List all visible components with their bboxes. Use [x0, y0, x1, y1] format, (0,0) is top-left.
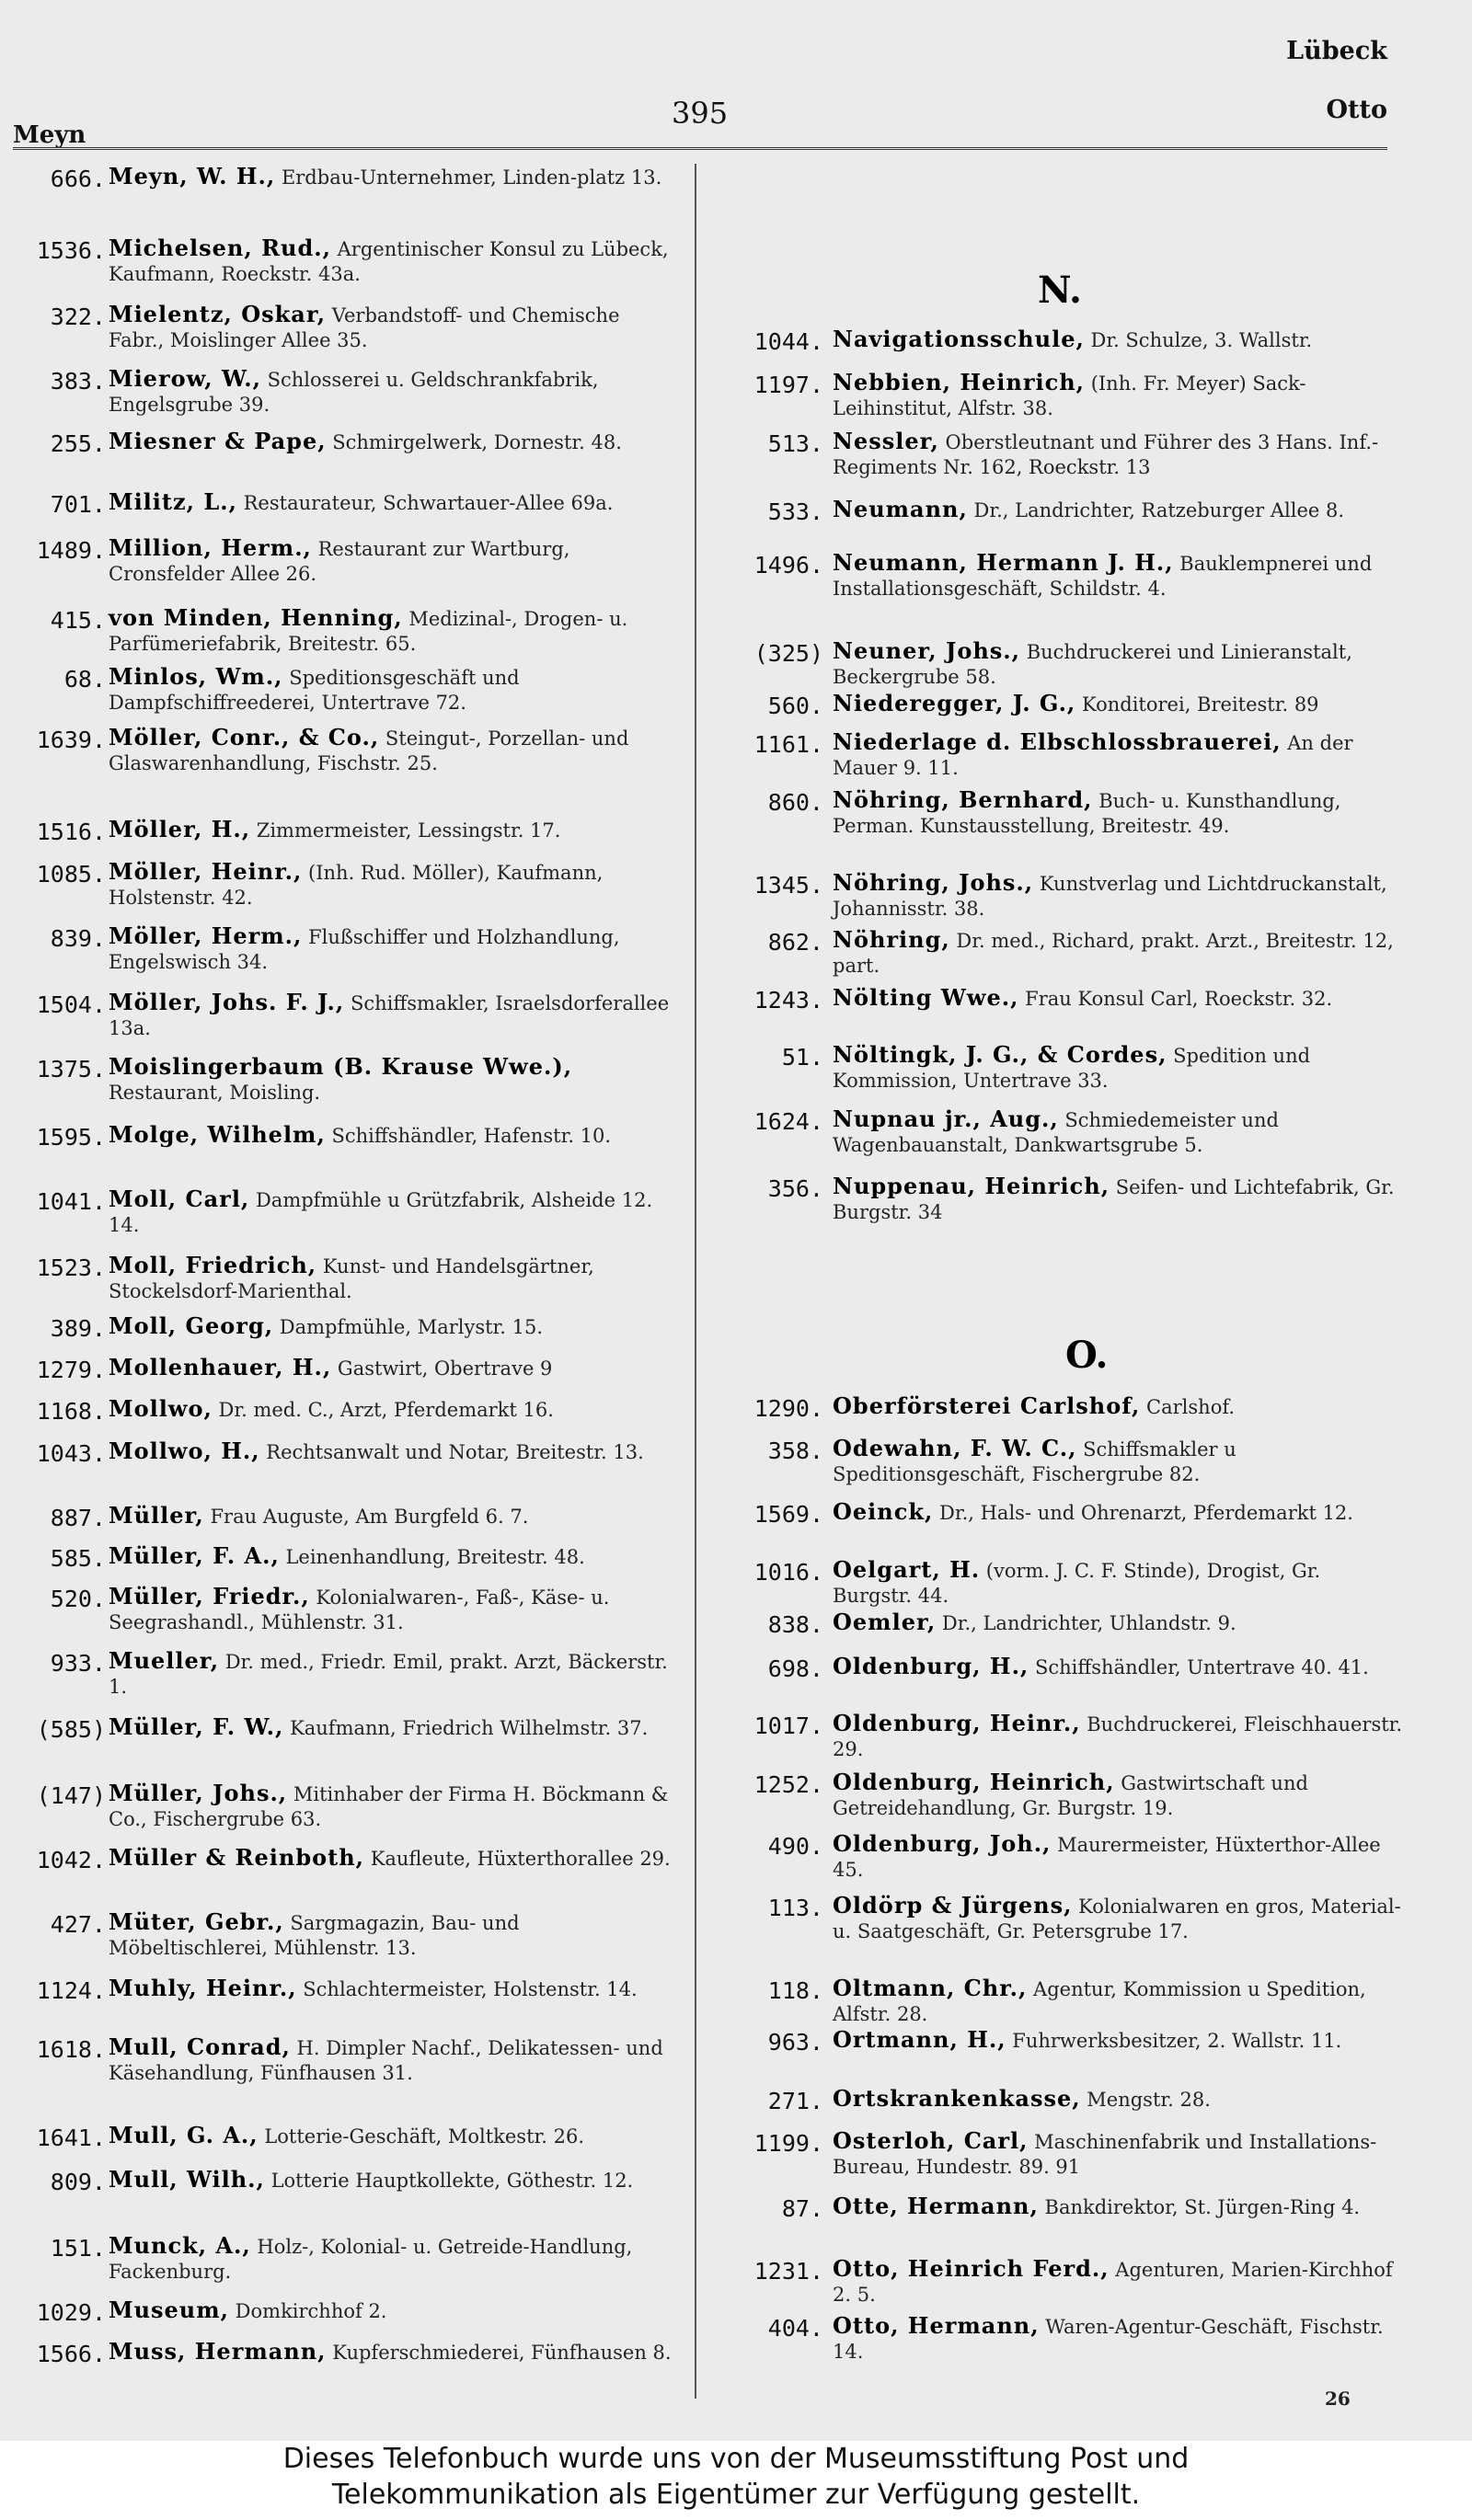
phone-number: 427.: [50, 1911, 106, 1938]
subscriber-name: Muhly, Heinr.,: [109, 1975, 297, 2001]
subscriber-name: Ortmann, H.,: [833, 2026, 1006, 2053]
subscriber-name: Mull, Conrad,: [109, 2033, 291, 2060]
phone-number: 255.: [50, 430, 106, 457]
subscriber-details: Maurermeister, Hüxterthor-Allee 45.: [833, 1834, 1381, 1881]
entry-text: [833, 1106, 1403, 1158]
subscriber-details: Spedition und Kommission, Untertrave 33.: [833, 1045, 1311, 1092]
subscriber-details: Restaurant zur Wartburg, Cronsfelder Allee 26.: [109, 538, 570, 585]
subscriber-name: Molge, Wilhelm,: [109, 1121, 326, 1148]
subscriber-details: Dr., Hals- und Ohrenarzt, Pferdemarkt 12.: [933, 1502, 1353, 1524]
entry-text: [109, 990, 679, 1041]
phone-number: 1345.: [753, 872, 823, 899]
entry-text: [109, 1503, 679, 1529]
phone-number: 322.: [50, 304, 106, 330]
entry-text: [833, 2027, 1403, 2054]
entry-text: [833, 1174, 1403, 1225]
subscriber-name: Osterloh, Carl,: [833, 2127, 1029, 2154]
phone-number: 1041.: [36, 1188, 106, 1215]
subscriber-name: Nebbien, Heinrich,: [833, 369, 1086, 395]
subscriber-name: Niederegger, J. G.,: [833, 690, 1076, 716]
footer-line-2: Telekommunikation als Eigentümer zur Verfügung gestellt.: [331, 2479, 1141, 2511]
subscriber-name: Mueller,: [109, 1647, 220, 1674]
phone-number: 1496.: [753, 552, 823, 578]
subscriber-name: Mull, Wilh.,: [109, 2166, 265, 2193]
subscriber-name: Meyn, W. H.,: [109, 163, 276, 189]
header-rule: [13, 147, 1387, 150]
phone-number: 1029.: [36, 2299, 106, 2326]
subscriber-name: Oltmann, Chr.,: [833, 1975, 1028, 2001]
subscriber-details: Dampfmühle u Grützfabrik, Alsheide 12. 14.: [109, 1189, 653, 1236]
phone-number: 963.: [767, 2029, 823, 2056]
subscriber-details: Schlosserei u. Geldschrankfabrik, Engelsgrube 39.: [109, 369, 599, 416]
subscriber-name: Mollenhauer, H.,: [109, 1354, 332, 1380]
phone-number: 887.: [50, 1505, 106, 1531]
phone-number: 1489.: [36, 537, 106, 564]
subscriber-name: Müller, F. W.,: [109, 1713, 284, 1740]
subscriber-details: Dr., Landrichter, Ratzeburger Allee 8.: [967, 499, 1345, 521]
entry-text: [833, 1557, 1403, 1609]
entry-text: [109, 1438, 679, 1465]
entry-text: [109, 859, 679, 911]
phone-number: 839.: [50, 925, 106, 952]
entry-text: [109, 1054, 679, 1105]
phone-number: 533.: [767, 498, 823, 525]
subscriber-name: Niederlage d. Elbschlossbrauerei,: [833, 728, 1282, 755]
subscriber-name: Nuppenau, Heinrich,: [833, 1173, 1110, 1199]
phone-number: 1161.: [753, 731, 823, 758]
entry-text: [109, 1648, 679, 1700]
entry-text: [109, 302, 679, 353]
subscriber-details: Schlachtermeister, Holstenstr. 14.: [296, 1978, 638, 2000]
subscriber-details: Holz-, Kolonial- u. Getreide-Handlung, Fackenburg.: [109, 2236, 633, 2283]
phone-number: 490.: [767, 1833, 823, 1860]
subscriber-name: Nupnau jr., Aug.,: [833, 1105, 1059, 1132]
entry-text: [833, 1436, 1403, 1487]
phone-number: 358.: [767, 1438, 823, 1464]
subscriber-name: Otto, Heinrich Ferd.,: [833, 2255, 1110, 2282]
phone-number: 1197.: [753, 372, 823, 398]
subscriber-details: Restaurateur, Schwartauer-Allee 69a.: [236, 492, 614, 514]
subscriber-details: Sargmagazin, Bau- und Möbeltischlerei, Mühlenstr. 13.: [109, 1912, 520, 1959]
subscriber-details: Steingut-, Porzellan- und Glaswarenhandlung, Fischstr. 25.: [109, 727, 629, 774]
entry-text: [833, 2194, 1403, 2220]
entry-text: [833, 326, 1403, 353]
phone-number: 404.: [767, 2315, 823, 2342]
phone-number: 1375.: [36, 1056, 106, 1082]
phone-number: 415.: [50, 607, 106, 634]
subscriber-details: Buch- u. Kunsthandlung, Perman. Kunstausstellung, Breitestr. 49.: [833, 790, 1341, 837]
subscriber-details: Kaufmann, Friedrich Wilhelmstr. 37.: [283, 1717, 649, 1739]
header-left-keyword: Meyn: [13, 121, 86, 149]
footer-line-1: Dieses Telefonbuch wurde uns von der Museumsstiftung Post und: [282, 2443, 1190, 2475]
subscriber-name: Müller, Friedr.,: [109, 1583, 310, 1609]
subscriber-name: Neumann,: [833, 496, 968, 522]
phone-number: 933.: [50, 1650, 106, 1677]
subscriber-details: H. Dimpler Nachf., Delikatessen- und Käsehandlung, Fünfhausen 31.: [109, 2037, 663, 2084]
subscriber-details: (Inh. Fr. Meyer) Sack-Leihinstitut, Alfstr. 38.: [833, 372, 1306, 419]
phone-number: 585.: [50, 1545, 106, 1572]
subscriber-name: Möller, Heinr.,: [109, 858, 303, 885]
phone-number: 1595.: [36, 1124, 106, 1151]
subscriber-name: Möller, Conr., & Co.,: [109, 724, 380, 750]
entry-text: [833, 1976, 1403, 2027]
subscriber-details: Kunstverlag und Lichtdruckanstalt, Johannisstr. 38.: [833, 873, 1387, 920]
entry-text: [109, 429, 679, 455]
subscriber-name: Moll, Friedrich,: [109, 1252, 317, 1278]
subscriber-details: Bauklempnerei und Installationsgeschäft, Schildstr. 4.: [833, 553, 1373, 600]
phone-number: 1624.: [753, 1108, 823, 1135]
entry-text: [833, 927, 1403, 979]
entry-text: [109, 1714, 679, 1741]
entry-text: [833, 1770, 1403, 1821]
subscriber-name: Moislingerbaum (B. Krause Wwe.),: [109, 1053, 573, 1080]
phone-number: 1618.: [36, 2036, 106, 2063]
subscriber-details: Seifen- und Lichtefabrik, Gr. Burgstr. 34: [833, 1176, 1395, 1223]
subscriber-name: Otte, Hermann,: [833, 2193, 1039, 2219]
phone-number: 87.: [781, 2195, 823, 2222]
phone-number: 1044.: [753, 328, 823, 355]
subscriber-name: Nölting Wwe.,: [833, 984, 1019, 1011]
subscriber-name: Mielentz, Oskar,: [109, 301, 327, 327]
entry-text: [833, 985, 1403, 1012]
subscriber-name: Mollwo, H.,: [109, 1438, 260, 1464]
subscriber-details: Dr., Landrichter, Uhlandstr. 9.: [936, 1612, 1236, 1634]
subscriber-name: Mollwo,: [109, 1395, 213, 1422]
entry-text: [109, 923, 679, 975]
phone-number: 356.: [767, 1175, 823, 1202]
phone-number: 1290.: [753, 1395, 823, 1422]
subscriber-details: Gastwirtschaft und Getreidehandlung, Gr. Burgstr. 19.: [833, 1772, 1308, 1819]
subscriber-details: Zimmermeister, Lessingstr. 17.: [250, 819, 561, 842]
subscriber-details: Schiffshändler, Hafenstr. 10.: [325, 1125, 612, 1147]
subscriber-name: Müller,: [109, 1502, 204, 1529]
subscriber-details: (vorm. J. C. F. Stinde), Drogist, Gr. Burgstr. 44.: [833, 1560, 1321, 1607]
subscriber-name: Müller, F. A.,: [109, 1542, 280, 1569]
phone-number: 1252.: [753, 1771, 823, 1798]
subscriber-name: Munck, A.,: [109, 2232, 251, 2259]
subscriber-name: Müter, Gebr.,: [109, 1908, 284, 1935]
phone-number: 520.: [50, 1586, 106, 1612]
subscriber-details: Medizinal-, Drogen- u. Parfümeriefabrik, Breitestr. 65.: [109, 608, 628, 655]
entry-text: [109, 817, 679, 843]
phone-number: 271.: [767, 2088, 823, 2114]
entry-text: [109, 235, 679, 287]
subscriber-name: Militz, L.,: [109, 488, 237, 515]
subscriber-name: Oldenburg, Heinr.,: [833, 1710, 1081, 1736]
subscriber-details: Dr. Schulze, 3. Wallstr.: [1084, 329, 1313, 351]
subscriber-details: Frau Konsul Carl, Roeckstr. 32.: [1018, 988, 1333, 1010]
subscriber-details: Agentur, Kommission u Spedition, Alfstr. 28.: [833, 1978, 1366, 2025]
subscriber-details: Kupferschmiederei, Fünfhausen 8.: [326, 2342, 672, 2364]
subscriber-details: Buchdruckerei, Fleischhauerstr. 29.: [833, 1713, 1403, 1760]
subscriber-details: (Inh. Rud. Möller), Kaufmann, Holstenstr. 42.: [109, 862, 604, 909]
entry-text: [833, 1831, 1403, 1883]
phone-number: 698.: [767, 1655, 823, 1682]
phone-number: 68.: [63, 666, 106, 693]
entry-text: [109, 366, 679, 418]
phone-number: 389.: [50, 1315, 106, 1342]
phone-number: 1641.: [36, 2125, 106, 2151]
subscriber-details: Dr. med., Friedr. Emil, prakt. Arzt, Bäckerstr. 1.: [109, 1651, 668, 1698]
subscriber-name: Oldenburg, Joh.,: [833, 1830, 1052, 1857]
subscriber-details: Waren-Agentur-Geschäft, Fischstr. 14.: [833, 2316, 1384, 2363]
subscriber-name: Museum,: [109, 2297, 229, 2323]
phone-number: 560.: [767, 693, 823, 719]
phone-number: 113.: [767, 1895, 823, 1921]
phone-number: 838.: [767, 1611, 823, 1638]
entry-text: [833, 429, 1403, 480]
entry-text: [109, 489, 679, 516]
entry-text: [109, 1584, 679, 1635]
subscriber-details: Leinenhandlung, Breitestr. 48.: [279, 1546, 585, 1568]
subscriber-name: Miesner & Pape,: [109, 428, 327, 454]
phone-number: 1639.: [36, 727, 106, 753]
section-heading-n: N.: [1038, 269, 1082, 312]
subscriber-details: An der Mauer 9. 11.: [833, 732, 1353, 779]
entry-text: [833, 787, 1403, 839]
subscriber-name: Möller, H.,: [109, 816, 251, 842]
entry-text: [109, 2297, 679, 2324]
entry-text: [833, 2086, 1403, 2113]
subscriber-name: Oldenburg, Heinrich,: [833, 1769, 1115, 1795]
subscriber-name: Neumann, Hermann J. H.,: [833, 549, 1174, 576]
subscriber-details: Mengstr. 28.: [1080, 2089, 1211, 2111]
subscriber-details: Fuhrwerksbesitzer, 2. Wallstr. 11.: [1006, 2030, 1342, 2052]
entry-text: [833, 1042, 1403, 1094]
subscriber-name: Müller & Reinboth,: [109, 1844, 365, 1871]
entry-text: [109, 1186, 679, 1238]
subscriber-details: Dampfmühle, Marlystr. 15.: [273, 1316, 544, 1338]
subscriber-name: Möller, Herm.,: [109, 922, 303, 949]
phone-number: 1199.: [753, 2130, 823, 2157]
entry-text: [109, 1253, 679, 1304]
entry-text: [109, 2167, 679, 2194]
subscriber-details: Schiffsmakler u Speditionsgeschäft, Fischergrube 82.: [833, 1438, 1236, 1485]
subscriber-name: Oelgart, H.: [833, 1556, 981, 1583]
subscriber-name: Müller, Johs.,: [109, 1780, 288, 1806]
entry-text: [109, 725, 679, 776]
header-city: Lübeck: [1286, 37, 1387, 65]
phone-number: 151.: [50, 2235, 106, 2262]
entry-text: [109, 1909, 679, 1961]
phone-number: (585): [36, 1716, 106, 1743]
subscriber-name: Mull, G. A.,: [109, 2122, 259, 2148]
phone-number: 1243.: [753, 987, 823, 1014]
entry-text: [833, 1393, 1403, 1420]
entry-text: [833, 1893, 1403, 1944]
phone-number: 118.: [767, 1977, 823, 2004]
phone-number: 1168.: [36, 1398, 106, 1425]
subscriber-name: Oeinck,: [833, 1498, 934, 1525]
subscriber-details: Dr. med., Richard, prakt. Arzt., Breitestr. 12, part.: [833, 930, 1394, 977]
subscriber-name: Muss, Hermann,: [109, 2338, 327, 2365]
subscriber-details: Schiffshändler, Untertrave 40. 41.: [1029, 1656, 1369, 1678]
entry-text: [109, 664, 679, 716]
phone-number: 862.: [767, 929, 823, 956]
subscriber-details: Schmirgelwerk, Dornestr. 48.: [326, 431, 622, 453]
subscriber-details: Restaurant, Moisling.: [109, 1082, 321, 1104]
entry-text: [833, 497, 1403, 523]
subscriber-details: Argentinischer Konsul zu Lübeck, Kaufmann, Roeckstr. 43a.: [109, 238, 669, 285]
header-right-keyword: Otto: [1326, 96, 1387, 124]
entry-text: [833, 729, 1403, 781]
phone-number: 1516.: [36, 819, 106, 845]
subscriber-name: Oldörp & Jürgens,: [833, 1892, 1073, 1919]
subscriber-name: Oldenburg, H.,: [833, 1653, 1029, 1679]
entry-text: [833, 1654, 1403, 1680]
phone-number: 383.: [50, 368, 106, 395]
page-code: 26: [1325, 2388, 1351, 2410]
subscriber-name: Million, Herm.,: [109, 534, 312, 561]
phone-number: 51.: [781, 1044, 823, 1071]
subscriber-name: Mierow, W.,: [109, 365, 261, 392]
subscriber-details: Schmiedemeister und Wagenbauanstalt, Dankwartsgrube 5.: [833, 1109, 1279, 1156]
subscriber-name: Neuner, Johs.,: [833, 637, 1021, 664]
entry-text: [833, 2256, 1403, 2308]
subscriber-name: Nöltingk, J. G., & Cordes,: [833, 1041, 1167, 1068]
phone-number: 1569.: [753, 1501, 823, 1528]
subscriber-details: Lotterie Hauptkollekte, Göthestr. 12.: [264, 2170, 634, 2192]
entry-text: [833, 370, 1403, 421]
footer-notice: [0, 2441, 1472, 2520]
phone-number: 1279.: [36, 1357, 106, 1383]
entry-text: [833, 2313, 1403, 2365]
phone-number: 1566.: [36, 2341, 106, 2367]
subscriber-details: Kaufleute, Hüxterthorallee 29.: [364, 1848, 671, 1870]
subscriber-details: Frau Auguste, Am Burgfeld 6. 7.: [203, 1506, 529, 1528]
subscriber-name: Nöhring, Bernhard,: [833, 786, 1093, 813]
entry-text: [833, 2128, 1403, 2180]
phone-number: 701.: [50, 491, 106, 518]
subscriber-name: Oemler,: [833, 1609, 937, 1635]
entry-text: [833, 1711, 1403, 1762]
entry-text: [109, 1396, 679, 1423]
subscriber-name: Moll, Carl,: [109, 1186, 250, 1212]
subscriber-details: Schiffsmakler, Israelsdorferallee 13a.: [109, 992, 670, 1039]
subscriber-name: Möller, Johs. F. J.,: [109, 989, 345, 1015]
phone-number: 860.: [767, 789, 823, 816]
subscriber-details: Domkirchhof 2.: [229, 2300, 387, 2322]
phone-number: 1016.: [753, 1559, 823, 1586]
phone-number: 1504.: [36, 991, 106, 1018]
entry-text: [109, 1355, 679, 1381]
subscriber-name: Otto, Hermann,: [833, 2312, 1040, 2339]
subscriber-name: Moll, Georg,: [109, 1312, 274, 1339]
subscriber-name: Ortskrankenkasse,: [833, 2085, 1081, 2112]
phone-number: 1124.: [36, 1977, 106, 2004]
entry-text: [109, 2123, 679, 2149]
subscriber-details: Gastwirt, Obertrave 9: [331, 1357, 553, 1380]
subscriber-details: Flußschiffer und Holzhandlung, Engelswisch 34.: [109, 926, 620, 973]
subscriber-details: Bankdirektor, St. Jürgen-Ring 4.: [1038, 2196, 1361, 2218]
phone-number: 1017.: [753, 1712, 823, 1739]
subscriber-details: Carlshof.: [1140, 1396, 1236, 1418]
phone-number: 1523.: [36, 1254, 106, 1281]
subscriber-name: Nöhring,: [833, 926, 950, 953]
subscriber-details: Agenturen, Marien-Kirchhof 2. 5.: [833, 2259, 1393, 2306]
phone-number: 1085.: [36, 861, 106, 888]
subscriber-name: Navigationsschule,: [833, 326, 1085, 352]
subscriber-details: Konditorei, Breitestr. 89: [1075, 693, 1319, 716]
entry-text: [109, 605, 679, 657]
subscriber-details: Oberstleutnant und Führer des 3 Hans. Inf.-Regiments Nr. 162, Roeckstr. 13: [833, 431, 1379, 478]
subscriber-name: Odewahn, F. W. C.,: [833, 1435, 1077, 1461]
subscriber-details: Verbandstoff- und Chemische Fabr., Moislinger Allee 35.: [109, 304, 620, 351]
phone-number: 1043.: [36, 1440, 106, 1467]
entry-text: [109, 1976, 679, 2002]
subscriber-details: Buchdruckerei und Linieranstalt, Beckergrube 58.: [833, 641, 1352, 688]
subscriber-name: von Minden, Henning,: [109, 604, 403, 631]
subscriber-details: Speditionsgeschäft und Dampfschiffreederei, Untertrave 72.: [109, 667, 520, 714]
entry-text: [833, 1609, 1403, 1636]
phone-number: (325): [753, 640, 823, 667]
subscriber-details: Erdbau-Unternehmer, Linden-platz 13.: [275, 166, 662, 189]
subscriber-name: Nessler,: [833, 428, 939, 454]
phone-number: 513.: [767, 430, 823, 457]
subscriber-name: Minlos, Wm.,: [109, 663, 283, 690]
phone-number: 1042.: [36, 1847, 106, 1873]
subscriber-name: Oberförsterei Carlshof,: [833, 1392, 1141, 1419]
entry-text: [109, 535, 679, 587]
entry-text: [109, 1781, 679, 1832]
entry-text: [109, 1845, 679, 1872]
subscriber-name: Nöhring, Johs.,: [833, 869, 1034, 896]
section-heading-o: O.: [1065, 1334, 1109, 1377]
entry-text: [833, 691, 1403, 717]
subscriber-details: Mitinhaber der Firma H. Böckmann & Co., Fischergrube 63.: [109, 1783, 669, 1830]
phone-number: (147): [36, 1782, 106, 1809]
subscriber-details: Kunst- und Handelsgärtner, Stockelsdorf-Marienthal.: [109, 1255, 594, 1302]
entry-text: [109, 2233, 679, 2285]
entry-text: [833, 870, 1403, 922]
subscriber-name: Michelsen, Rud.,: [109, 235, 331, 261]
entry-text: [109, 1122, 679, 1149]
phone-number: 1536.: [36, 237, 106, 264]
subscriber-details: Kolonialwaren-, Faß-, Käse- u. Seegrashandl., Mühlenstr. 31.: [109, 1586, 610, 1633]
phone-number: 666.: [50, 166, 106, 192]
subscriber-details: Maschinenfabrik und Installations-Bureau, Hundestr. 89. 91: [833, 2131, 1377, 2178]
entry-text: [109, 1543, 679, 1570]
subscriber-details: Rechtsanwalt und Notar, Breitestr. 13.: [259, 1441, 644, 1463]
page-number: 395: [672, 96, 729, 131]
subscriber-details: Kolonialwaren en gros, Material- u. Saatgeschäft, Gr. Petersgrube 17.: [833, 1896, 1401, 1942]
entry-text: [833, 1499, 1403, 1526]
subscriber-details: Lotterie-Geschäft, Moltkestr. 26.: [258, 2125, 585, 2148]
column-divider: [695, 164, 696, 2399]
entry-text: [109, 2339, 679, 2365]
subscriber-details: Dr. med. C., Arzt, Pferdemarkt 16.: [212, 1399, 554, 1421]
phone-number: 1231.: [753, 2258, 823, 2285]
entry-text: [833, 638, 1403, 690]
entry-text: [109, 1313, 679, 1340]
entry-text: [833, 550, 1403, 601]
entry-text: [109, 164, 679, 190]
phone-number: 809.: [50, 2169, 106, 2195]
entry-text: [109, 2034, 679, 2086]
